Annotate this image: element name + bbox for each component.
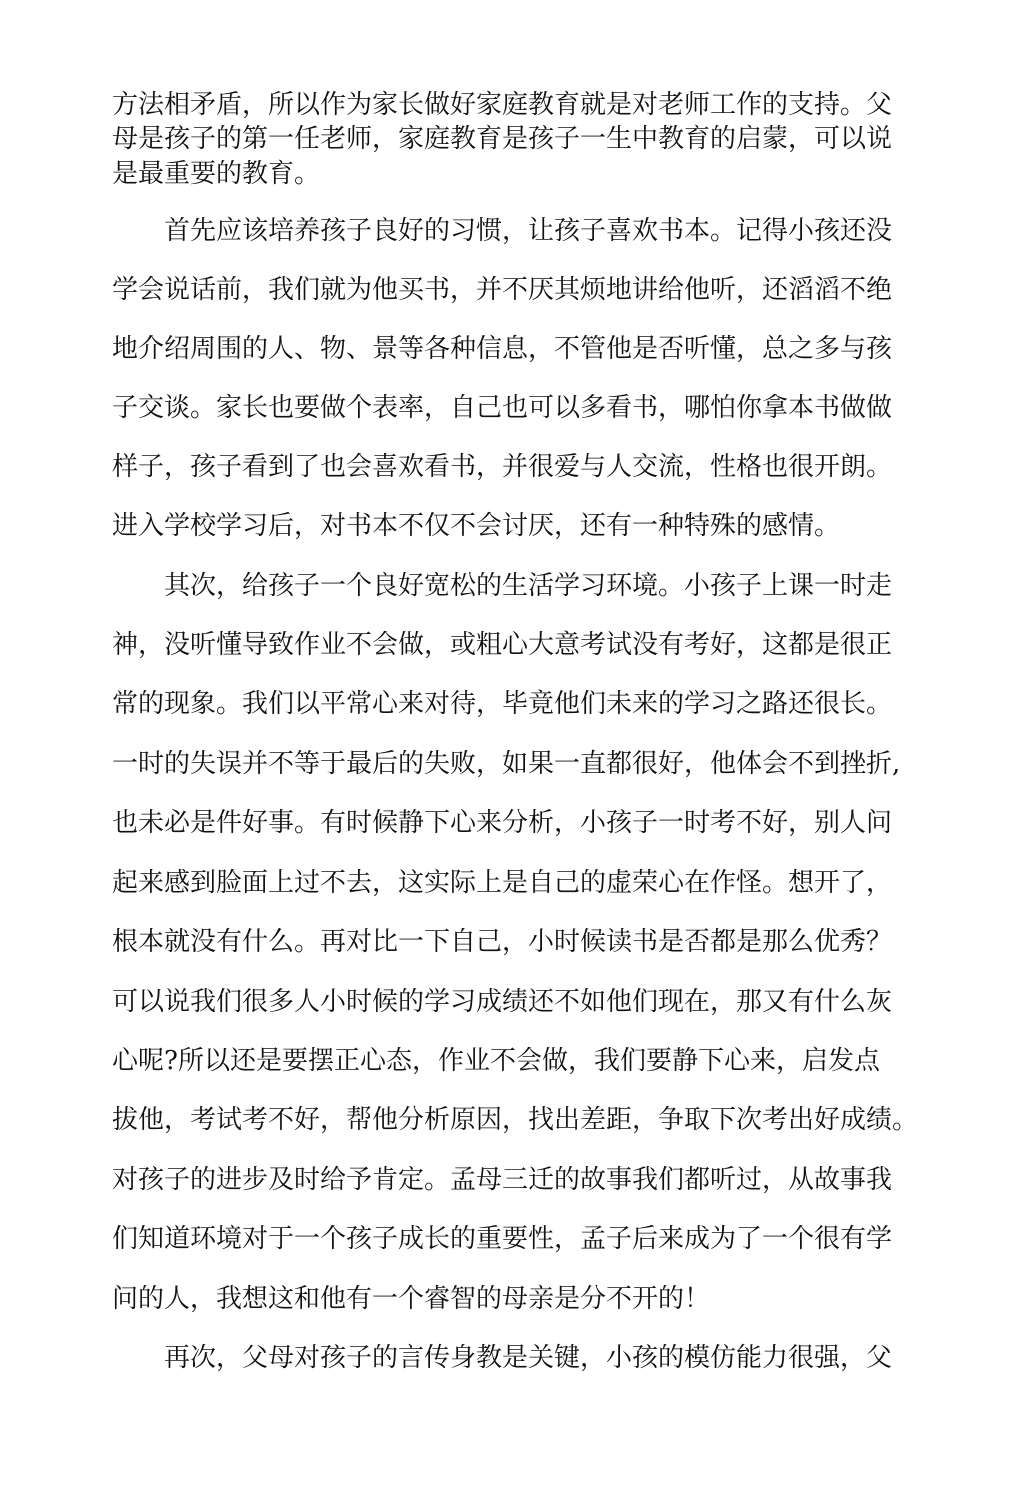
paragraph-first-line: 首先应该培养孩子良好的习惯，让孩子喜欢书本。记得小孩还没: [164, 216, 893, 246]
paragraph-first-line: 其次，给孩子一个良好宽松的生活学习环境。小孩子上课一时走: [164, 571, 893, 601]
text-line: 也未必是件好事。有时候静下心来分析，小孩子一时考不好，别人问: [112, 808, 893, 838]
text-line: 学会说话前，我们就为他买书，并不厌其烦地讲给他听，还滔滔不绝: [112, 275, 893, 305]
text-line: 拔他，考试考不好，帮他分析原因，找出差距，争取下次考出好成绩。: [112, 1105, 919, 1135]
text-line: 方法相矛盾，所以作为家长做好家庭教育就是对老师工作的支持。父: [112, 90, 893, 120]
text-line: 母是孩子的第一任老师，家庭教育是孩子一生中教育的启蒙，可以说: [112, 124, 893, 154]
paragraph-first-line: 再次，父母对孩子的言传身教是关键，小孩的模仿能力很强，父: [164, 1343, 893, 1373]
text-line: 可以说我们很多人小时候的学习成绩还不如他们现在，那又有什么灰: [112, 987, 893, 1017]
text-line: 根本就没有什么。再对比一下自己，小时候读书是否都是那么优秀？: [112, 927, 893, 957]
text-line: 是最重要的教育。: [112, 159, 321, 189]
text-line: 对孩子的进步及时给予肯定。孟母三迁的故事我们都听过，从故事我: [112, 1165, 893, 1195]
text-line: 心呢?所以还是要摆正心态，作业不会做，我们要静下心来，启发点: [112, 1046, 880, 1076]
text-line: 问的人，我想这和他有一个睿智的母亲是分不开的！: [112, 1284, 711, 1314]
text-line: 一时的失误并不等于最后的失败，如果一直都很好，他体会不到挫折,: [112, 749, 901, 779]
text-line: 们知道环境对于一个孩子成长的重要性，孟子后来成为了一个很有学: [112, 1224, 893, 1254]
text-line: 常的现象。我们以平常心来对待，毕竟他们未来的学习之路还很长。: [112, 689, 893, 719]
text-line: 子交谈。家长也要做个表率，自己也可以多看书，哪怕你拿本书做做: [112, 393, 893, 423]
text-line: 神，没听懂导致作业不会做，或粗心大意考试没有考好，这都是很正: [112, 630, 893, 660]
text-line: 地介绍周围的人、物、景等各种信息，不管他是否听懂，总之多与孩: [112, 334, 893, 364]
text-line: 进入学校学习后，对书本不仅不会讨厌，还有一种特殊的感情。: [112, 511, 841, 541]
text-line: 起来感到脸面上过不去，这实际上是自己的虚荣心在作怪。想开了，: [112, 868, 893, 898]
text-line: 样子，孩子看到了也会喜欢看书，并很爱与人交流，性格也很开朗。: [112, 452, 893, 482]
